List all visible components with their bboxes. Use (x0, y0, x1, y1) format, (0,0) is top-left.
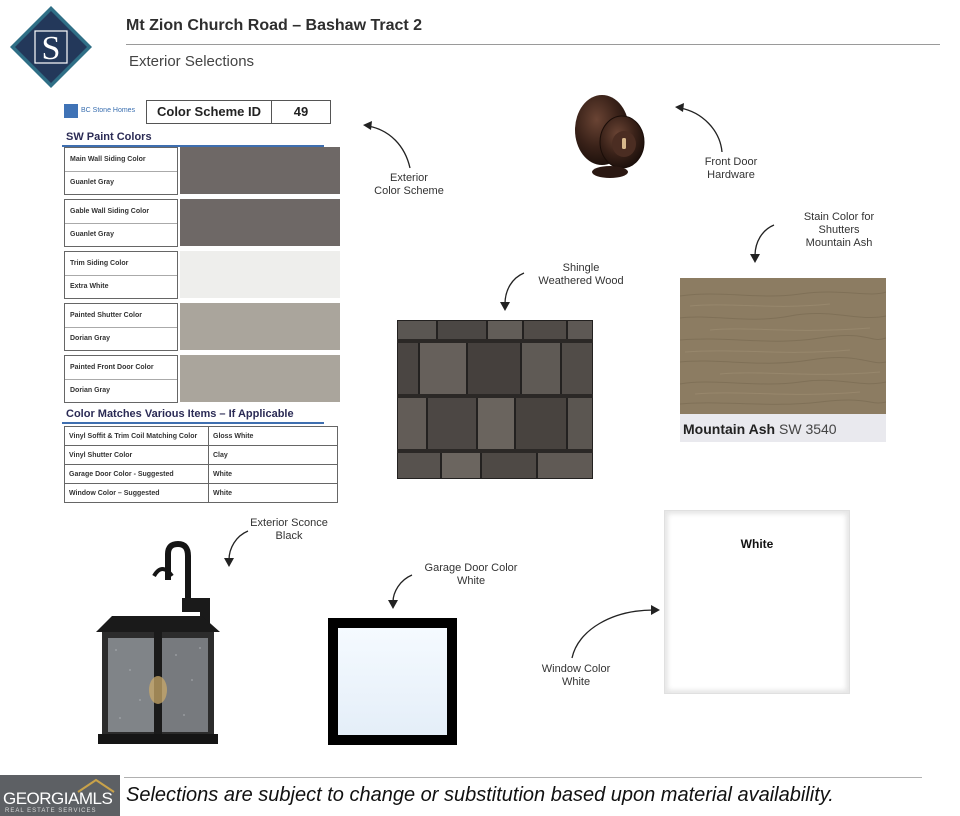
paint-swatch (180, 147, 340, 194)
stain-code: SW 3540 (779, 421, 837, 437)
table-row (65, 427, 338, 446)
caption-shingle (531, 262, 631, 288)
door-knob-image (570, 92, 650, 182)
caption-front-door-hardware (691, 156, 771, 182)
color-matches-heading: Color Matches Various Items – If Applicable (66, 408, 294, 420)
stain-label-bar (680, 414, 886, 442)
paint-row-value: Dorian Gray (70, 387, 111, 394)
caption-line: Front Door (704, 156, 758, 168)
curved-arrow-icon (566, 600, 666, 664)
georgia-mls-logo (0, 775, 120, 816)
shingle-tiles (397, 320, 593, 479)
paint-swatch (180, 303, 340, 350)
paint-swatch (180, 251, 340, 298)
paint-colors-heading: SW Paint Colors (66, 131, 152, 143)
curved-arrow-icon (360, 118, 420, 178)
match-value: Gloss White (209, 427, 338, 446)
disclaimer-text: Selections are subject to change or substitution based upon material availability. (126, 784, 834, 806)
paint-row-value: Extra White (70, 283, 109, 290)
paint-swatch (180, 199, 340, 246)
match-item: Window Color – Suggested (65, 484, 209, 503)
table-row (65, 465, 338, 484)
garage-door-swatch-inner (338, 628, 447, 735)
builder-logo-mark-icon (64, 104, 78, 118)
match-value: White (209, 465, 338, 484)
window-color-swatch (664, 510, 850, 694)
shingle-image (397, 320, 593, 479)
curved-arrow-icon (494, 270, 534, 314)
caption-line: Mountain Ash (805, 237, 873, 249)
paint-row (64, 251, 340, 299)
stain-color-card (680, 278, 886, 442)
table-row (65, 446, 338, 465)
match-value: Clay (209, 446, 338, 465)
caption-garage-door (418, 562, 524, 588)
curved-arrow-icon (744, 222, 784, 266)
caption-stain-color (789, 211, 889, 250)
caption-line: Exterior (390, 172, 428, 184)
builder-logo (64, 102, 142, 122)
paint-row (64, 355, 340, 403)
paint-row (64, 147, 340, 195)
match-item: Vinyl Soffit & Trim Coil Matching Color (65, 427, 209, 446)
caption-line: Weathered Wood (538, 275, 624, 287)
color-scheme-sheet (62, 96, 344, 506)
color-scheme-id-box (146, 100, 331, 124)
paint-row-label: Trim Siding Color (70, 260, 129, 267)
page-title: Mt Zion Church Road – Bashaw Tract 2 (126, 17, 423, 34)
color-matches-table (64, 426, 338, 503)
curved-arrow-icon (672, 98, 732, 158)
caption-line: White (561, 676, 591, 688)
caption-exterior-color-scheme (369, 172, 449, 198)
color-matches-rule (62, 422, 324, 424)
paint-row-value: Dorian Gray (70, 335, 111, 342)
paint-row (64, 303, 340, 351)
match-item: Garage Door Color - Suggested (65, 465, 209, 484)
color-scheme-id-value: 49 (293, 104, 309, 119)
footer-divider (124, 777, 922, 778)
logo-letter: S (41, 30, 61, 67)
caption-line: Exterior Sconce (250, 517, 328, 529)
wood-grain (680, 278, 886, 414)
paint-swatch (180, 355, 340, 402)
builder-brand: BC Stone Homes (81, 107, 136, 114)
caption-line: Black (275, 530, 303, 542)
paint-row-label: Main Wall Siding Color (70, 156, 146, 163)
page-subtitle: Exterior Selections (129, 53, 255, 70)
stain-name: Mountain Ash (683, 421, 776, 437)
curved-arrow-icon (382, 572, 422, 616)
window-swatch-label: White (740, 537, 774, 551)
caption-line: Stain Color for (803, 211, 875, 223)
georgia-mls-sub: REAL ESTATE SERVICES (5, 808, 97, 814)
caption-window-color (535, 663, 617, 689)
caption-line: Shingle (562, 262, 600, 274)
caption-line: Color Scheme (374, 185, 444, 197)
color-scheme-id-label: Color Scheme ID (147, 101, 272, 123)
sconce-image (96, 540, 228, 748)
paint-row-value: Guanlet Gray (70, 179, 114, 186)
paint-row-label: Gable Wall Siding Color (70, 208, 150, 215)
caption-line: Shutters (818, 224, 860, 236)
stain-texture (680, 278, 886, 414)
garage-door-swatch (328, 618, 457, 745)
paint-row-label: Painted Shutter Color (70, 312, 142, 319)
paint-row (64, 199, 340, 247)
match-value: White (209, 484, 338, 503)
caption-line: White (456, 575, 486, 587)
paint-row-label: Painted Front Door Color (70, 364, 154, 371)
header-divider (126, 44, 940, 45)
caption-line: Garage Door Color (424, 562, 518, 574)
company-logo (8, 4, 94, 90)
georgia-mls-brand: GEORGIAMLS (3, 789, 113, 808)
paint-row-value: Guanlet Gray (70, 231, 114, 238)
caption-line: Window Color (541, 663, 611, 675)
match-item: Vinyl Shutter Color (65, 446, 209, 465)
caption-line: Hardware (707, 169, 755, 181)
table-row (65, 484, 338, 503)
